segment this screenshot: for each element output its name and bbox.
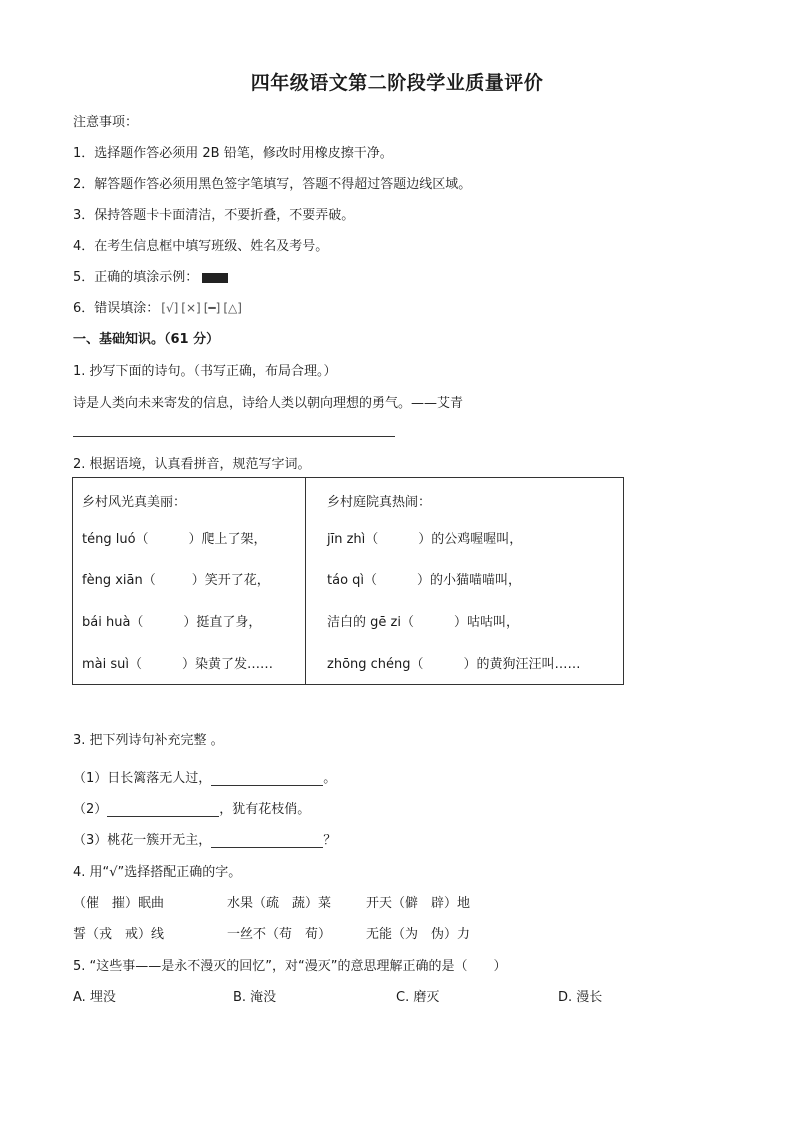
q5-option-d[interactable]: D. 漫长: [558, 990, 603, 1005]
notice-item-1: 1．选择题作答必须用 2B 铅笔，修改时用橡皮擦干净。: [73, 146, 393, 161]
q1-poem: 诗是人类向未来寄发的信息，诗给人类以朝向理想的勇气。——艾青: [73, 396, 464, 411]
q1-answer-line[interactable]: [73, 436, 395, 437]
q4-prompt: 4. 用“√”选择搭配正确的字。: [73, 865, 242, 880]
q3-blank-2[interactable]: [107, 802, 219, 817]
q4-item[interactable]: 水果（疏 蔬）菜: [227, 896, 332, 911]
q3-line-2: （2） ，犹有花枝俏。: [73, 802, 311, 817]
q2-right-heading: 乡村庭院真热闹：: [327, 495, 432, 510]
q5-option-c[interactable]: C. 磨灭: [396, 990, 440, 1005]
notice-item-5-row: [73, 266, 228, 285]
q5-option-b[interactable]: B. 淹没: [233, 990, 277, 1005]
q2-left-row: téng luó（ ）爬上了架，: [82, 532, 267, 547]
notice-item-5: 5．正确的填涂示例：: [73, 270, 199, 285]
notice-heading: 注意事项：: [73, 115, 139, 130]
q4-item[interactable]: 一丝不（苟 荀）: [227, 927, 332, 942]
q4-item[interactable]: （催 摧）眠曲: [73, 896, 165, 911]
q2-right-row: táo qì（ ）的小猫喵喵叫，: [327, 573, 522, 588]
notice-item-6-row: [73, 297, 245, 316]
page-title: 四年级语文第二阶段学业质量评价: [250, 72, 544, 94]
q2-table-divider: [305, 478, 306, 684]
q3-line-1: （1）日长篱落无人过， 。: [73, 771, 337, 786]
notice-item-6: 6．错误填涂：: [73, 301, 160, 316]
q3-blank-3[interactable]: [211, 833, 323, 848]
wrong-fill-samples: [161, 301, 245, 315]
correct-fill-sample-icon: [202, 273, 228, 283]
q3-line-3: （3）桃花一簇开无主， ？: [73, 833, 337, 848]
q2-table: [72, 477, 624, 685]
section-heading: 一、基础知识。（61 分）: [73, 332, 220, 347]
cross-mark-icon: [×]: [181, 301, 201, 315]
q2-left-row: mài suì（ ）染黄了发……: [82, 657, 274, 672]
q2-left-row: fèng xiān（ ）笑开了花，: [82, 573, 270, 588]
notice-item-3: 3．保持答题卡卡面清洁，不要折叠，不要弄破。: [73, 208, 355, 223]
q4-item[interactable]: 无能（为 伪）力: [366, 927, 471, 942]
q5-option-a[interactable]: A. 埋没: [73, 990, 116, 1005]
notice-item-2: 2．解答题作答必须用黑色签字笔填写，答题不得超过答题边线区域。: [73, 177, 472, 192]
q3-prompt: 3. 把下列诗句补充完整 。: [73, 733, 224, 748]
q4-item[interactable]: 誓（戎 戒）线: [73, 927, 165, 942]
q2-prompt: 2. 根据语境，认真看拼音，规范写字词。: [73, 457, 311, 472]
q1-prompt: 1. 抄写下面的诗句。（书写正确，布局合理。）: [73, 364, 337, 379]
q2-right-row: jīn zhì（ ）的公鸡喔喔叫，: [327, 532, 523, 547]
triangle-mark-icon: [△]: [223, 301, 242, 315]
q2-left-heading: 乡村风光真美丽：: [82, 495, 187, 510]
q5-prompt: 5. “这些事——是永不漫灭的回忆”，对“漫灭”的意思理解正确的是（ ）: [73, 959, 507, 974]
check-mark-icon: [√]: [161, 301, 179, 315]
q4-item[interactable]: 开天（僻 辟）地: [366, 896, 471, 911]
notice-item-4: 4．在考生信息框中填写班级、姓名及考号。: [73, 239, 329, 254]
q2-right-row: 洁白的 gē zi（ ）咕咕叫，: [327, 615, 519, 630]
q2-left-row: bái huà（ ）挺直了身，: [82, 615, 262, 630]
q3-blank-1[interactable]: [211, 771, 323, 786]
q2-right-row: zhōng chéng（ ）的黄狗汪汪叫……: [327, 657, 581, 672]
dash-mark-icon: [━]: [203, 301, 221, 315]
